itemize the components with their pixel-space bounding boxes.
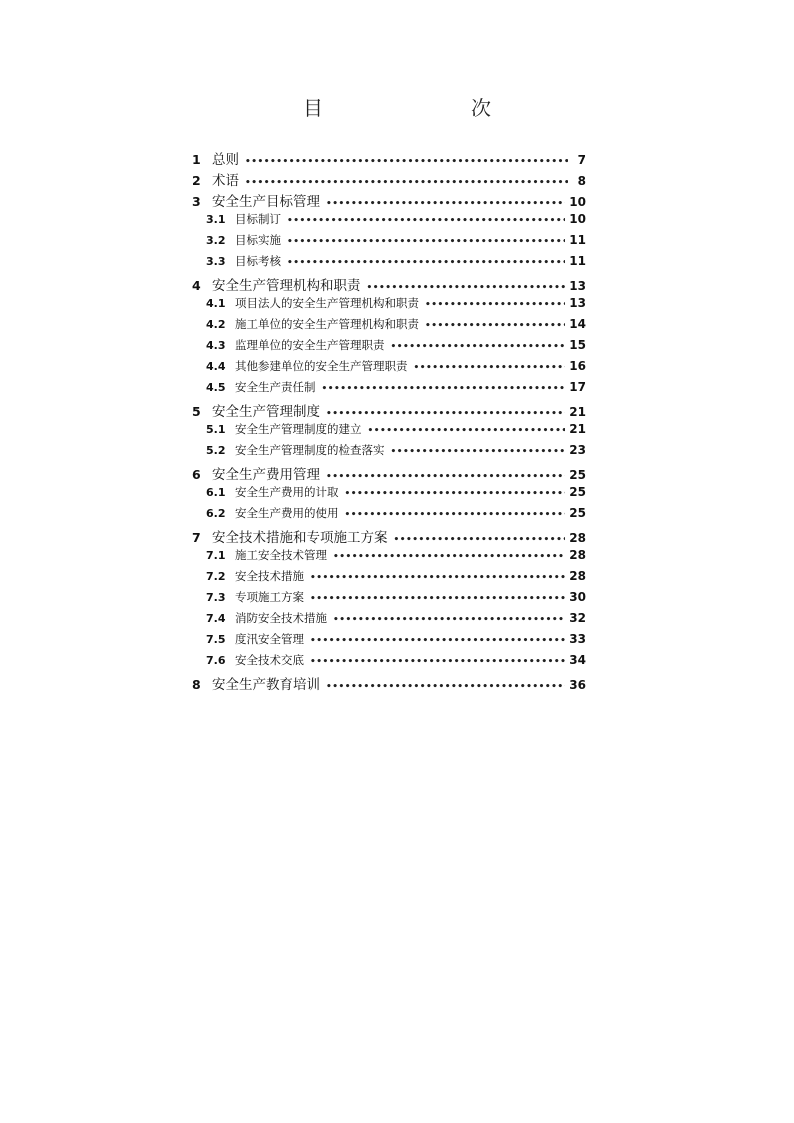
toc-entry-title: 消防安全技术措施	[235, 611, 327, 625]
toc-section-entry[interactable]	[192, 421, 586, 442]
toc-chapter-entry[interactable]	[192, 274, 586, 295]
toc-dot-leader	[368, 426, 566, 436]
toc-page-number: 10	[569, 212, 586, 226]
toc-section-entry[interactable]	[192, 358, 586, 379]
toc-page-number: 13	[569, 296, 586, 310]
toc-dot-leader	[333, 615, 565, 625]
toc-dot-leader	[367, 283, 566, 293]
toc-section-entry[interactable]	[192, 484, 586, 505]
toc-dot-leader	[326, 199, 565, 209]
toc-page-number: 17	[569, 380, 586, 394]
toc-page-number: 34	[569, 653, 586, 667]
toc-entry-title: 安全技术措施和专项施工方案	[212, 530, 388, 546]
toc-section-entry[interactable]	[192, 337, 586, 358]
toc-entry-number: 6.2	[206, 507, 226, 520]
toc-dot-leader	[425, 321, 565, 331]
toc-entry-title: 施工单位的安全生产管理机构和职责	[235, 317, 419, 331]
toc-entry-title: 度汛安全管理	[235, 632, 304, 646]
toc-entry-title: 安全生产教育培训	[212, 677, 320, 693]
toc-entry-title: 安全生产责任制	[235, 380, 316, 394]
toc-section-entry[interactable]	[192, 631, 586, 652]
toc-page-number: 13	[569, 279, 586, 293]
toc-entry-title: 安全生产费用的使用	[235, 506, 339, 520]
toc-dot-leader	[310, 657, 565, 667]
toc-dot-leader	[310, 594, 565, 604]
toc-section-entry[interactable]	[192, 379, 586, 400]
toc-page-number: 16	[569, 359, 586, 373]
toc-dot-leader	[310, 573, 565, 583]
toc-chapter-entry[interactable]	[192, 190, 586, 211]
toc-entry-title: 项目法人的安全生产管理机构和职责	[235, 296, 419, 310]
toc-page-number: 30	[569, 590, 586, 604]
toc-entry-number: 3	[192, 194, 201, 209]
toc-page-number: 11	[569, 233, 586, 247]
toc-dot-leader	[414, 363, 566, 373]
toc-chapter-entry[interactable]	[192, 400, 586, 421]
toc-entry-number: 7.4	[206, 612, 226, 625]
toc-section-entry[interactable]	[192, 295, 586, 316]
toc-section-entry[interactable]	[192, 232, 586, 253]
toc-entry-number: 4.2	[206, 318, 226, 331]
toc-dot-leader	[287, 216, 565, 226]
toc-entry-number: 5.2	[206, 444, 226, 457]
toc-entry-title: 目标实施	[235, 233, 281, 247]
toc-page-number: 36	[569, 678, 586, 692]
toc-entry-number: 1	[192, 152, 201, 167]
toc-entry-number: 7	[192, 530, 201, 545]
toc-dot-leader	[287, 258, 565, 268]
toc-chapter-entry[interactable]	[192, 148, 586, 169]
toc-entry-title: 总则	[212, 152, 239, 168]
toc-dot-leader	[391, 342, 566, 352]
toc-entry-title: 安全技术措施	[235, 569, 304, 583]
toc-section-entry[interactable]	[192, 211, 586, 232]
toc-entry-number: 2	[192, 173, 201, 188]
toc-entry-title: 施工安全技术管理	[235, 548, 327, 562]
toc-entry-number: 4	[192, 278, 201, 293]
toc-entry-title: 安全生产费用的计取	[235, 485, 339, 499]
toc-entry-title: 安全生产管理制度的建立	[235, 422, 362, 436]
toc-entry-number: 4.3	[206, 339, 226, 352]
toc-entry-title: 安全生产管理制度的检查落实	[235, 443, 385, 457]
toc-chapter-entry[interactable]	[192, 169, 586, 190]
toc-dot-leader	[345, 510, 566, 520]
toc-dot-leader	[326, 682, 565, 692]
toc-entry-title: 目标制订	[235, 212, 281, 226]
toc-chapter-entry[interactable]	[192, 673, 586, 694]
toc-entry-number: 5.1	[206, 423, 226, 436]
toc-entry-title: 安全技术交底	[235, 653, 304, 667]
toc-entry-number: 6.1	[206, 486, 226, 499]
toc-page-number: 25	[569, 485, 586, 499]
toc-entry-number: 4.4	[206, 360, 226, 373]
toc-entry-title: 其他参建单位的安全生产管理职责	[235, 359, 408, 373]
toc-page-number: 11	[569, 254, 586, 268]
toc-dot-leader	[333, 552, 565, 562]
toc-dot-leader	[326, 472, 565, 482]
toc-page-number: 33	[569, 632, 586, 646]
toc-dot-leader	[245, 178, 568, 188]
toc-entry-title: 目标考核	[235, 254, 281, 268]
toc-dot-leader	[391, 447, 566, 457]
toc-entry-number: 7.5	[206, 633, 226, 646]
toc-entry-title: 专项施工方案	[235, 590, 304, 604]
toc-section-entry[interactable]	[192, 652, 586, 673]
toc-entry-title: 安全生产管理制度	[212, 404, 320, 420]
toc-dot-leader	[310, 636, 565, 646]
toc-page-number: 28	[569, 531, 586, 545]
toc-chapter-entry[interactable]	[192, 463, 586, 484]
toc-page-number: 10	[569, 195, 586, 209]
toc-entry-number: 7.3	[206, 591, 226, 604]
toc-chapter-entry[interactable]	[192, 526, 586, 547]
document-title: 目 次	[303, 96, 527, 120]
toc-page-number: 7	[577, 153, 586, 167]
toc-entry-number: 4.5	[206, 381, 226, 394]
toc-entry-number: 7.2	[206, 570, 226, 583]
toc-entry-title: 安全生产目标管理	[212, 194, 320, 210]
toc-entry-number: 4.1	[206, 297, 226, 310]
toc-entry-number: 7.1	[206, 549, 226, 562]
toc-section-entry[interactable]	[192, 253, 586, 274]
toc-section-entry[interactable]	[192, 442, 586, 463]
toc-section-entry[interactable]	[192, 568, 586, 589]
toc-section-entry[interactable]	[192, 316, 586, 337]
toc-dot-leader	[425, 300, 565, 310]
toc-page-number: 32	[569, 611, 586, 625]
toc-section-entry[interactable]	[192, 505, 586, 526]
toc-dot-leader	[345, 489, 566, 499]
toc-entry-title: 术语	[212, 173, 239, 189]
toc-entry-number: 7.6	[206, 654, 226, 667]
toc-entry-number: 3.3	[206, 255, 226, 268]
toc-section-entry[interactable]	[192, 589, 586, 610]
toc-page-number: 25	[569, 506, 586, 520]
toc-entry-number: 6	[192, 467, 201, 482]
toc-dot-leader	[287, 237, 565, 247]
toc-page-number: 14	[569, 317, 586, 331]
toc-entry-number: 3.1	[206, 213, 226, 226]
toc-dot-leader	[394, 535, 566, 545]
toc-entry-title: 安全生产费用管理	[212, 467, 320, 483]
toc-entry-title: 监理单位的安全生产管理职责	[235, 338, 385, 352]
table-of-contents	[192, 148, 586, 694]
toc-page-number: 28	[569, 548, 586, 562]
toc-page-number: 28	[569, 569, 586, 583]
toc-section-entry[interactable]	[192, 547, 586, 568]
toc-entry-number: 8	[192, 677, 201, 692]
toc-page-number: 21	[569, 422, 586, 436]
toc-entry-title: 安全生产管理机构和职责	[212, 278, 361, 294]
toc-dot-leader	[245, 157, 568, 167]
toc-page-number: 23	[569, 443, 586, 457]
toc-dot-leader	[322, 384, 566, 394]
toc-page-number: 15	[569, 338, 586, 352]
toc-entry-number: 3.2	[206, 234, 226, 247]
toc-page-number: 25	[569, 468, 586, 482]
toc-dot-leader	[326, 409, 565, 419]
toc-page-number: 8	[577, 174, 586, 188]
toc-entry-number: 5	[192, 404, 201, 419]
toc-section-entry[interactable]	[192, 610, 586, 631]
toc-page-number: 21	[569, 405, 586, 419]
